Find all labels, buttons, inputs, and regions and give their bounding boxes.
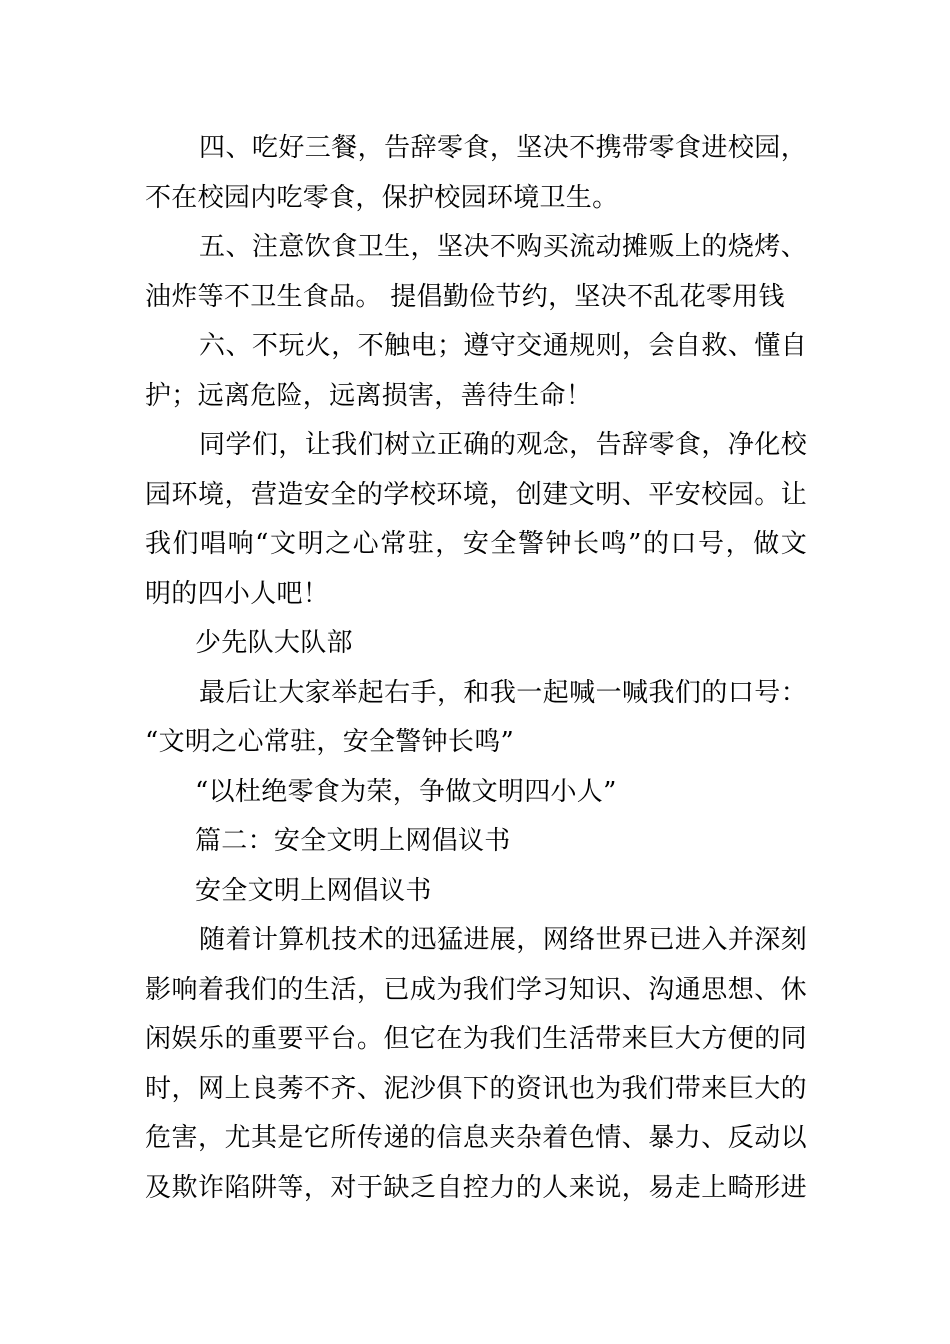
paragraph-line: 及欺诈陷阱等，对于缺乏自控力的人来说，易走上畸形进 (145, 1172, 807, 1203)
paragraph-line: 不在校园内吃零食，保护校园环境卫生。 (145, 182, 619, 213)
slogan-line: “文明之心常驻，安全警钟长鸣” (145, 727, 515, 757)
paragraph-line: 油炸等不卫生食品。 提倡勤俭节约，坚决不乱花零用钱 (145, 281, 785, 312)
paragraph-line: 园环境，营造安全的学校环境，创建文明、平安校园。让 (145, 479, 807, 510)
paragraph-line: 护；远离危险，远离损害，善待生命！ (145, 380, 593, 411)
slogan-line: “以杜绝零食为荣，争做文明四小人” (195, 776, 617, 807)
paragraph-line: 五、注意饮食卫生，坚决不购买流动摊贩上的烧烤、 (199, 232, 807, 262)
paragraph-line: 同学们，让我们树立正确的观念，告辞零食，净化校 (199, 430, 807, 460)
document-title: 安全文明上网倡议书 (195, 875, 432, 906)
paragraph-line: 危害，尤其是它所传递的信息夹杂着色情、暴力、反动以 (145, 1123, 807, 1153)
paragraph-line: 随着计算机技术的迅猛进展，网络世界已进入并深刻 (199, 925, 807, 955)
paragraph-line: 明的四小人吧！ (145, 578, 330, 609)
paragraph-line: 时，网上良莠不齐、泥沙俱下的资讯也为我们带来巨大的 (145, 1073, 807, 1104)
paragraph-line: 闲娱乐的重要平台。但它在为我们生活带来巨大方便的同 (145, 1024, 807, 1054)
paragraph-line: 我们唱响“文明之心常驻，安全警钟长鸣”的口号，做文 (145, 529, 807, 559)
paragraph-line: 六、不玩火，不触电；遵守交通规则，会自救、懂自 (199, 331, 807, 361)
paragraph-line: 最后让大家举起右手，和我一起喊一喊我们的口号： (199, 677, 807, 708)
section-heading: 篇二：安全文明上网倡议书 (195, 826, 511, 856)
document-body (145, 124, 807, 1213)
paragraph-line: 影响着我们的生活，已成为我们学习知识、沟通思想、休 (145, 974, 807, 1005)
paragraph-line: 四、吃好三餐，告辞零食，坚决不携带零食进校园， (199, 133, 807, 163)
signature-line: 少先队大队部 (195, 628, 353, 658)
